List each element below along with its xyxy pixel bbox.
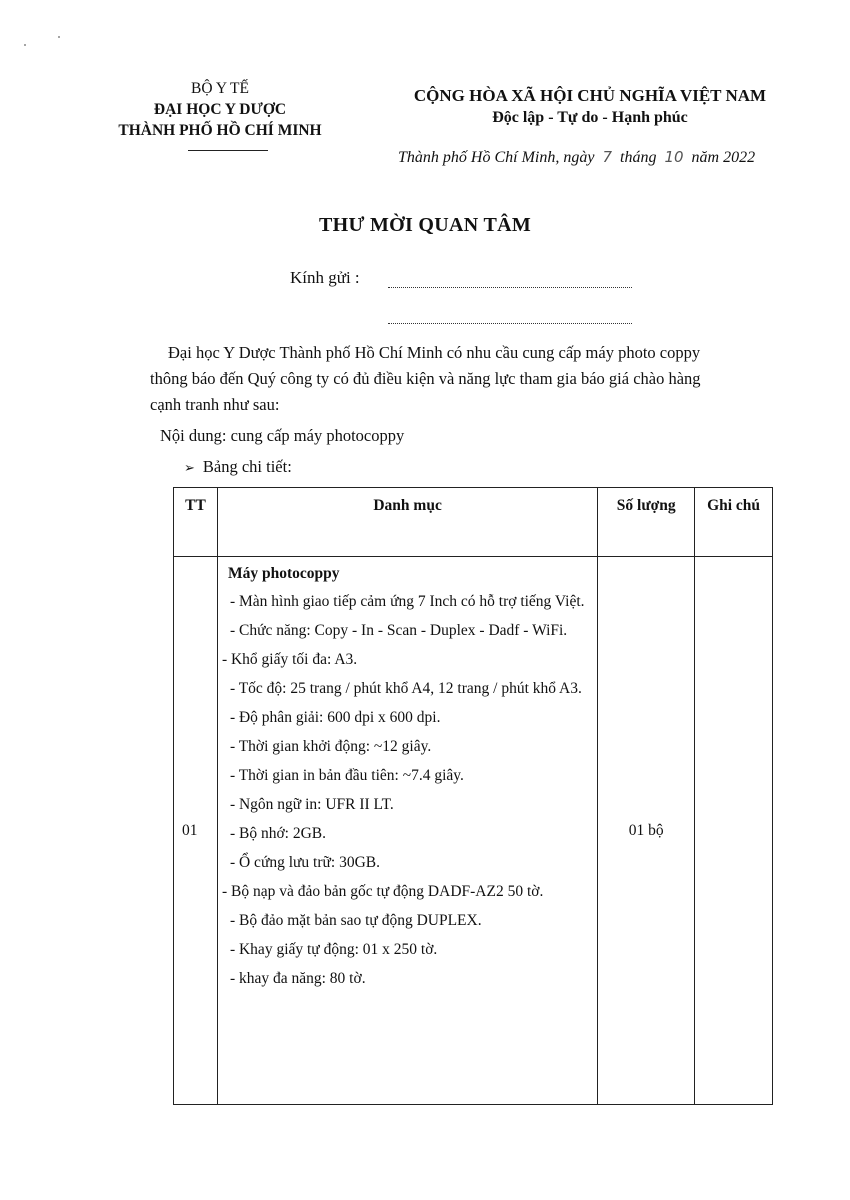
spec-item: - Chức năng: Copy - In - Scan - Duplex - Dadf - WiFi.	[229, 622, 568, 639]
date-prefix: Thành phố Hồ Chí Minh, ngày	[398, 149, 595, 166]
city-name: THÀNH PHỐ HỒ CHÍ MINH	[118, 122, 322, 139]
cell-tt: 01	[174, 557, 218, 1105]
scan-speck	[58, 36, 60, 38]
spec-item: - khay đa năng: 80 tờ.	[229, 970, 366, 987]
table-header-row	[174, 488, 773, 557]
spec-item: - Khổ giấy tối đa: A3.	[221, 651, 358, 668]
header-danh-muc: Danh mục	[217, 488, 597, 557]
addressee-blank-1	[388, 287, 632, 288]
detail-label: Bảng chi tiết:	[202, 457, 292, 476]
content-line: Nội dung: cung cấp máy photocoppy	[160, 426, 405, 445]
ministry-name: BỘ Y TẾ	[191, 80, 249, 97]
date-line	[398, 148, 755, 167]
product-name: Máy photocoppy	[227, 565, 340, 582]
university-name: ĐẠI HỌC Y DƯỢC	[153, 101, 287, 118]
date-suffix: năm 2022	[691, 149, 756, 166]
addressee-blank-2	[388, 323, 632, 324]
scan-speck	[24, 44, 26, 46]
spec-item: - Bộ nhớ: 2GB.	[229, 825, 326, 842]
date-month: 10	[664, 148, 684, 166]
spec-item: - Bộ đảo mặt bản sao tự động DUPLEX.	[229, 912, 482, 929]
detail-table	[173, 487, 773, 1105]
intro-line: thông báo đến Quý công ty có đủ điều kiện và năng lực tham gia báo giá chào hàng	[150, 369, 701, 388]
motto: Độc lập - Tự do - Hạnh phúc	[492, 109, 688, 126]
spec-item: - Độ phân giải: 600 dpi x 600 dpi.	[229, 709, 441, 726]
spec-item: - Bộ nạp và đảo bản gốc tự động DADF-AZ2 50 tờ.	[221, 883, 544, 900]
intro-line: Đại học Y Dược Thành phố Hồ Chí Minh có nhu cầu cung cấp máy photo coppy	[168, 343, 701, 362]
intro-line: cạnh tranh như sau:	[150, 395, 280, 414]
date-month-word: tháng	[620, 149, 657, 166]
header-so-luong: Số lượng	[598, 488, 695, 557]
arrow-bullet-icon: ➢	[184, 461, 195, 476]
national-motto-block	[380, 84, 800, 129]
cell-danh-muc	[217, 557, 597, 1105]
cell-ghi-chu	[695, 557, 773, 1105]
spec-item: - Ổ cứng lưu trữ: 30GB.	[229, 854, 381, 871]
table-row	[174, 557, 773, 1105]
intro-paragraph	[150, 340, 778, 418]
header-tt: TT	[174, 488, 218, 557]
spec-item: - Ngôn ngữ in: UFR II LT.	[229, 796, 394, 813]
country-name: CỘNG HÒA XÃ HỘI CHỦ NGHĨA VIỆT NAM	[413, 86, 767, 105]
issuer-block	[110, 78, 330, 141]
spec-item: - Khay giấy tự động: 01 x 250 tờ.	[229, 941, 438, 958]
header-ghi-chu: Ghi chú	[695, 488, 773, 557]
addressee-label: Kính gửi :	[290, 268, 360, 287]
spec-item: - Màn hình giao tiếp cảm ứng 7 Inch có hỗ trợ tiếng Việt.	[229, 593, 585, 610]
spec-item: - Tốc độ: 25 trang / phút khổ A4, 12 trang / phút khổ A3.	[229, 680, 582, 697]
detail-heading	[184, 457, 292, 477]
issuer-underline	[188, 150, 268, 151]
document-title: THƯ MỜI QUAN TÂM	[318, 214, 532, 236]
date-day: 7	[602, 148, 612, 166]
spec-item: - Thời gian khởi động: ~12 giây.	[229, 738, 432, 755]
spec-item: - Thời gian in bản đầu tiên: ~7.4 giây.	[229, 767, 464, 784]
cell-so-luong: 01 bộ	[598, 557, 695, 1105]
